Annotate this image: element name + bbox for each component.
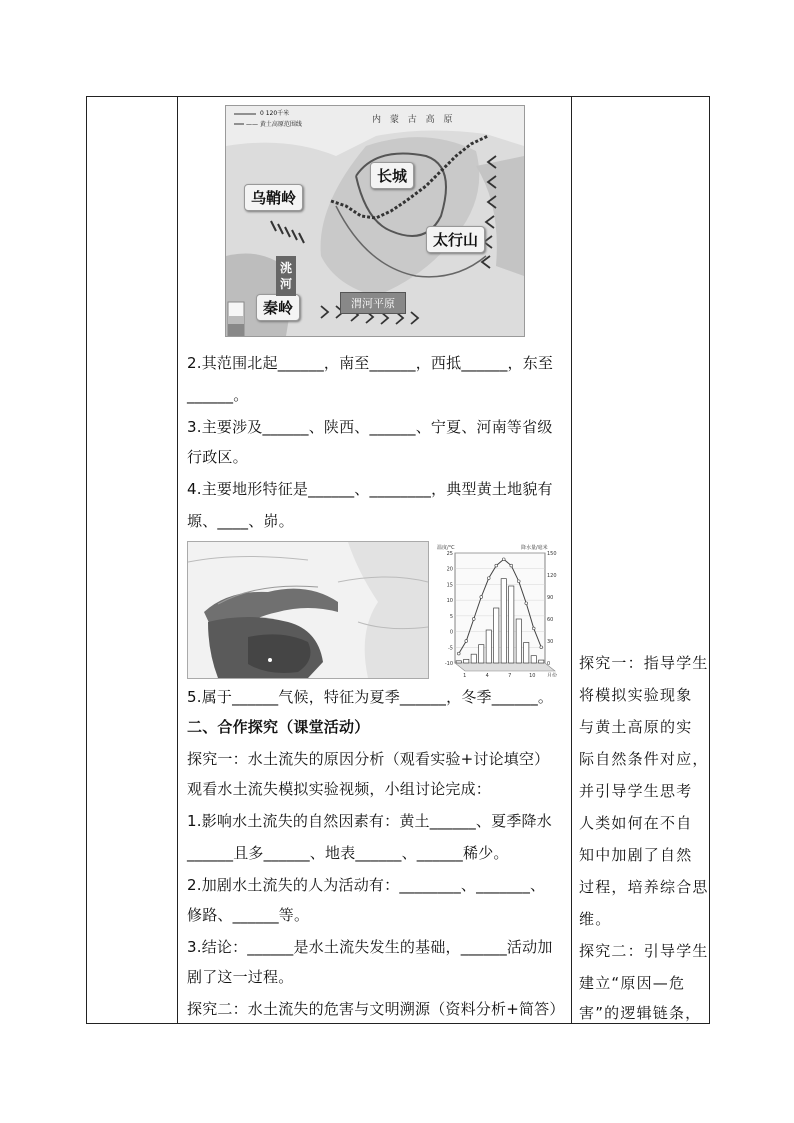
chart-y-tick: 10 <box>446 598 453 605</box>
map-label-weihe: 渭河平原 <box>340 292 406 314</box>
note-line: 将模拟实验现象 <box>579 686 693 704</box>
map-label-neimenggu: 内 蒙 古 高 原 <box>372 115 456 125</box>
question-3-line-1: 3.主要涉及______、陕西、______、宁夏、河南等省级 <box>187 418 553 436</box>
note-line: 探究一：指导学生 <box>579 654 709 672</box>
chart-y-tick: 20 <box>446 566 453 573</box>
note-line: 并引导学生思考 <box>579 782 693 800</box>
explore-1-title: 探究一：水土流失的原因分析（观看实验+讨论填空） <box>187 750 550 768</box>
chart-x-tick: 4 <box>485 673 489 677</box>
temperature-point <box>487 577 490 580</box>
note-line: 探究二：引导学生 <box>579 942 709 960</box>
question-3-line-2: 行政区。 <box>187 448 248 466</box>
temperature-point <box>495 564 498 567</box>
precipitation-bar <box>524 642 529 663</box>
chart-y-tick: 15 <box>446 582 453 589</box>
temperature-point <box>472 618 475 621</box>
map-label-wuqiaoling: 乌鞘岭 <box>244 184 303 211</box>
column-divider-left <box>177 97 178 1023</box>
chart-y-tick: -10 <box>444 661 453 667</box>
temperature-point <box>532 627 535 630</box>
note-line: 维。 <box>579 910 612 928</box>
temperature-point <box>510 564 513 567</box>
map-label-taohe: 洮河 <box>276 256 296 296</box>
precipitation-bar <box>486 630 491 663</box>
chart-y-tick: 0 <box>449 629 453 636</box>
precipitation-bar <box>479 645 484 663</box>
climate-chart-svg <box>435 541 565 677</box>
chart-x-tick: 10 <box>529 673 536 677</box>
map-label-taihangshan: 太行山 <box>426 226 485 253</box>
chart-y2-tick: 30 <box>547 639 554 645</box>
lesson-plan-table <box>86 96 710 1024</box>
chart-y-tick: 25 <box>446 551 453 557</box>
map-scale: 0 120千米 <box>260 110 290 117</box>
climate-region-map <box>187 541 429 679</box>
map-label-qinling: 秦岭 <box>256 294 300 321</box>
note-line: 过程，培养综合思 <box>579 878 709 896</box>
chart-y-tick: -5 <box>448 645 453 652</box>
chart-y2-axis-label: 降水量/毫米 <box>521 545 548 551</box>
question-2-line-1: 2.其范围北起______，南至______，西抵______，东至 <box>187 354 554 372</box>
loess-plateau-map <box>225 105 525 337</box>
explore-1-q2-line-1: 2.加剧水土流失的人为活动有：________、_______、 <box>187 876 546 894</box>
explore-1-q1-line-1: 1.影响水土流失的自然因素有：黄土______、夏季降水 <box>187 812 552 830</box>
climate-map-graphic <box>188 542 428 678</box>
climate-chart <box>435 541 565 677</box>
note-line: 知中加剧了自然 <box>579 846 693 864</box>
precipitation-bar <box>471 654 476 663</box>
precipitation-bar <box>509 586 514 663</box>
temperature-point <box>480 596 483 599</box>
explore-1-q3-line-1: 3.结论：______是水土流失发生的基础，______活动加 <box>187 938 553 956</box>
note-line: 害”的逻辑链条， <box>579 1004 702 1022</box>
temperature-point <box>457 652 460 655</box>
chart-y-tick: 5 <box>449 613 453 620</box>
chart-x-axis-label: 月份 <box>547 673 558 677</box>
notes-column <box>573 97 709 1023</box>
chart-x-tick: 1 <box>463 673 467 677</box>
chart-x-tick: 7 <box>508 673 512 677</box>
chart-y2-tick: 90 <box>547 595 554 601</box>
precipitation-bar <box>494 608 499 663</box>
note-line: 际自然条件对应， <box>579 750 709 768</box>
chart-y2-tick: 0 <box>547 661 551 667</box>
column-divider-right <box>571 97 572 1023</box>
content-column <box>179 97 571 1023</box>
precipitation-bar <box>531 656 536 663</box>
precipitation-bar <box>456 661 461 663</box>
chart-y2-tick: 150 <box>547 551 557 557</box>
explore-1-intro: 观看水土流失模拟实验视频，小组讨论完成： <box>187 780 492 798</box>
precipitation-bar <box>539 660 544 663</box>
temperature-point <box>525 602 528 605</box>
explore-1-q1-line-2: ______且多______、地表______、______稀少。 <box>187 844 509 862</box>
note-line: 与黄土高原的实 <box>579 718 693 736</box>
chart-plot-area <box>455 553 545 663</box>
temperature-point <box>502 558 505 561</box>
temperature-point <box>540 646 543 649</box>
explore-1-q3-line-2: 剧了这一过程。 <box>187 968 294 986</box>
chart-y2-tick: 120 <box>547 573 557 579</box>
explore-1-q2-line-2: 修路、______等。 <box>187 906 310 924</box>
note-line: 人类如何在不自 <box>579 814 693 832</box>
explore-2-title: 探究二：水土流失的危害与文明溯源（资料分析+简答） <box>187 1000 565 1018</box>
precipitation-bar <box>516 619 521 663</box>
map-legend: —— 黄土高原范围线 <box>246 121 302 128</box>
temperature-point <box>517 580 520 583</box>
precipitation-bar <box>501 579 506 663</box>
section-2-heading: 二、合作探究（课堂活动） <box>187 718 370 736</box>
map-label-changcheng: 长城 <box>370 162 414 189</box>
temperature-point <box>465 640 468 643</box>
precipitation-bar <box>464 659 469 663</box>
question-2-line-2: ______。 <box>187 386 249 404</box>
question-4-line-2: 塬、____、峁。 <box>187 512 294 530</box>
note-line: 建立“原因—危 <box>579 974 686 992</box>
question-4-line-1: 4.主要地形特征是______、________，典型黄土地貌有 <box>187 480 553 498</box>
question-5: 5.属于______气候，特征为夏季______，冬季______。 <box>187 688 554 706</box>
chart-base <box>455 663 555 671</box>
chart-y-axis-label: 温度/°C <box>437 545 455 551</box>
chart-y2-tick: 60 <box>547 617 554 623</box>
